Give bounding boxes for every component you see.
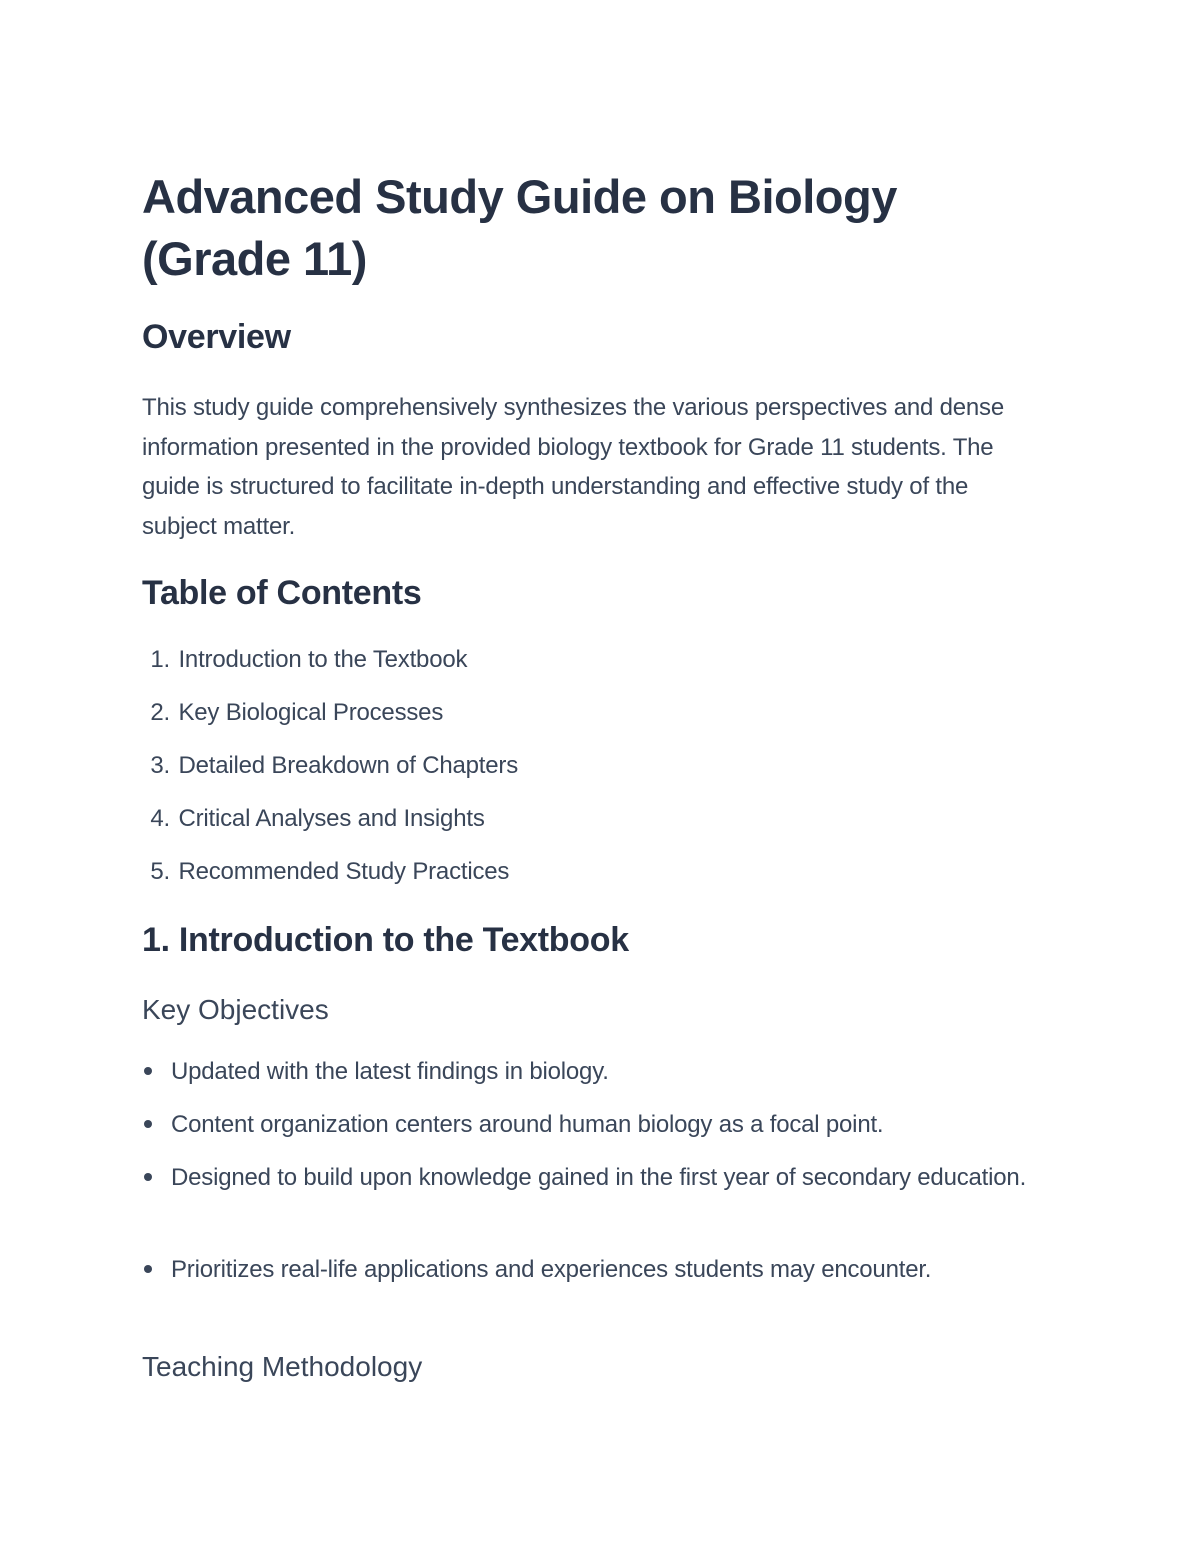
section1-heading: 1. Introduction to the Textbook [142,921,629,959]
list-item-text: Content organization centers around human biology as a focal point. [171,1111,884,1138]
list-item [142,1105,1062,1145]
teaching-methodology-heading: Teaching Methodology [142,1351,423,1382]
toc-item-label: Critical Analyses and Insights [178,805,485,832]
document-title: Advanced Study Guide on Biology (Grade 11) [142,170,897,285]
list-item-text: Updated with the latest findings in biology. [171,1058,609,1085]
toc-item-label: Recommended Study Practices [178,858,510,885]
toc-item-number: 3. [150,752,170,779]
bullet-icon [144,1265,152,1273]
toc-item-number: 4. [150,805,170,832]
toc-item-number: 2. [150,699,170,726]
list-item-text: Prioritizes real-life applications and experiences students may encounter. [171,1256,932,1283]
toc-heading: Table of Contents [142,574,422,612]
toc-item-number: 5. [150,858,170,885]
list-item-text: Designed to build upon knowledge gained in the first year of secondary education. [171,1164,1027,1191]
overview-paragraph: This study guide comprehensively synthesizes the various perspectives and dense information presented in the provided biology textbook for Grade 11 students. The guide is structured to facilitate in-depth understanding and effective study of the subject matter. [142,394,1005,540]
toc-item[interactable] [142,695,443,731]
key-objectives-heading: Key Objectives [142,994,329,1025]
bullet-icon [144,1120,152,1128]
toc-item[interactable] [142,854,509,890]
list-item [142,1250,1062,1290]
bullet-icon [144,1173,152,1181]
toc-item-number: 1. [150,646,170,673]
toc-item[interactable] [142,748,518,784]
toc-item-label: Key Biological Processes [178,699,444,726]
toc-item-label: Detailed Breakdown of Chapters [178,752,518,779]
bullet-icon [144,1067,152,1075]
overview-heading: Overview [142,318,291,356]
toc-item[interactable] [142,642,467,678]
toc-item-label: Introduction to the Textbook [178,646,468,673]
toc-item[interactable] [142,801,485,837]
list-item [142,1158,1062,1198]
list-item [142,1052,1062,1092]
